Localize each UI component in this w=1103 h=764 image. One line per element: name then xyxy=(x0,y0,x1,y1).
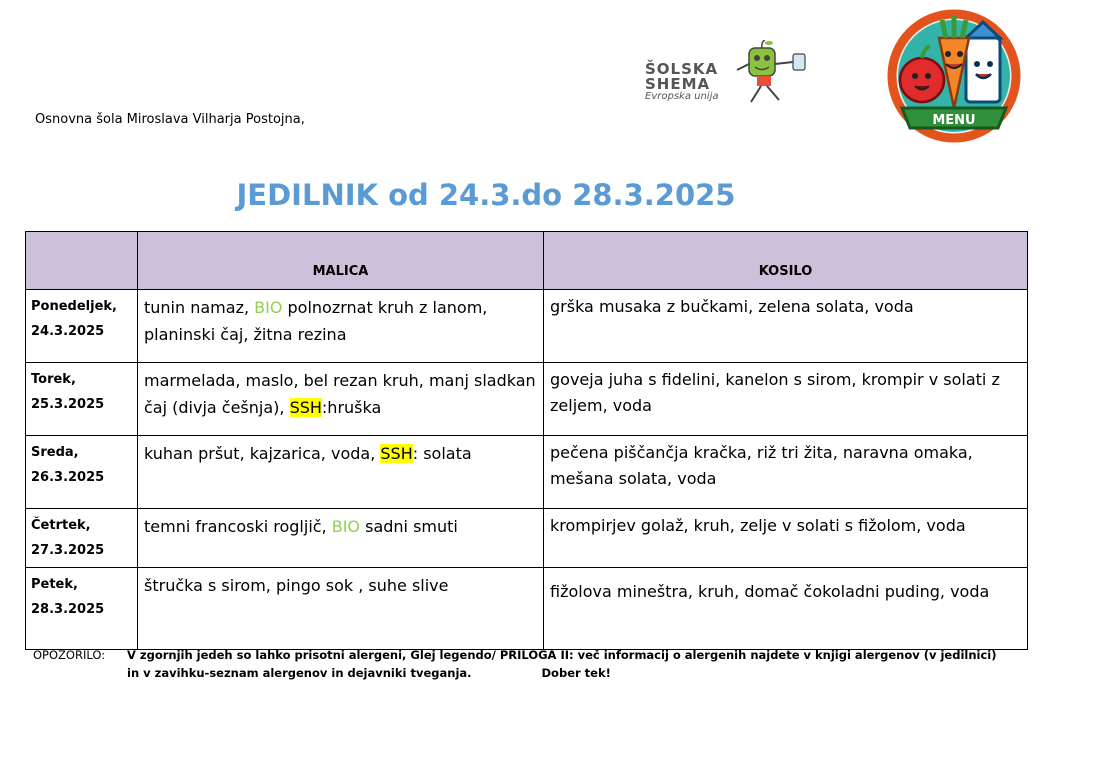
kosilo-cell: krompirjev golaž, kruh, zelje v solati s fižolom, voda xyxy=(544,509,1028,568)
menu-logo-label: MENU xyxy=(932,113,976,128)
day-cell xyxy=(26,509,138,568)
table-row xyxy=(26,568,1028,650)
menu-logo xyxy=(884,8,1024,153)
day-name: Petek, xyxy=(31,577,78,592)
kosilo-cell: grška musaka z bučkami, zelena solata, voda xyxy=(544,290,1028,363)
day-date: 25.3.2025 xyxy=(31,397,105,412)
logo-shema-line2: SHEMA xyxy=(645,75,711,93)
malica-cell: kuhan pršut, kajzarica, voda, SSH: solata xyxy=(138,436,544,509)
allergen-note xyxy=(33,646,996,682)
header-kosilo: KOSILO xyxy=(544,232,1028,290)
day-cell xyxy=(26,568,138,650)
apple-mascot-icon xyxy=(735,40,825,110)
malica-cell: marmelada, maslo, bel rezan kruh, manj sladkan čaj (divja češnja), SSH:hruška xyxy=(138,363,544,436)
day-name: Sreda, xyxy=(31,445,79,460)
day-name: Torek, xyxy=(31,372,76,387)
solska-shema-logo xyxy=(640,40,825,118)
school-name: Osnovna šola Miroslava Vilharja Postojna, xyxy=(35,112,305,127)
kosilo-cell: fižolova mineštra, kruh, domač čokoladni puding, voda xyxy=(544,568,1028,650)
note-line2: in v zavihku-seznam alergenov in dejavniki tveganja. xyxy=(127,666,472,680)
kosilo-cell: pečena piščančja kračka, riž tri žita, naravna omaka, mešana solata, voda xyxy=(544,436,1028,509)
bio-label: BIO xyxy=(254,298,283,317)
day-name: Četrtek, xyxy=(31,518,91,533)
kosilo-cell: goveja juha s fidelini, kanelon s sirom, krompir v solati z zeljem, voda xyxy=(544,363,1028,436)
day-date: 28.3.2025 xyxy=(31,602,105,617)
day-cell xyxy=(26,363,138,436)
menu-table xyxy=(25,231,1028,650)
table-row xyxy=(26,509,1028,568)
malica-cell: tunin namaz, BIO polnozrnat kruh z lanom, planinski čaj, žitna rezina xyxy=(138,290,544,363)
table-row xyxy=(26,290,1028,363)
page-title: JEDILNIK od 24.3.do 28.3.2025 xyxy=(236,178,736,212)
malica-cell: temni francoski rogljič, BIO sadni smuti xyxy=(138,509,544,568)
food-characters-icon xyxy=(884,8,1024,153)
header-malica: MALICA xyxy=(138,232,544,290)
note-label: OPOZORILO: xyxy=(33,648,106,662)
table-row xyxy=(26,436,1028,509)
logo-shema-line1: ŠOLSKA xyxy=(645,60,719,78)
ssh-label: SSH xyxy=(380,444,413,463)
logo-shema-line3: Evropska unija xyxy=(645,91,719,102)
day-name: Ponedeljek, xyxy=(31,299,117,314)
table-row xyxy=(26,363,1028,436)
day-cell xyxy=(26,290,138,363)
table-header-row xyxy=(26,232,1028,290)
day-date: 24.3.2025 xyxy=(31,324,105,339)
note-line1: V zgornjih jedeh so lahko prisotni alergeni, Glej legendo/ PRILOGA II: več informacij o alergenih najdete v knjigi alergenov (v jedilnici) xyxy=(127,648,997,662)
bio-label: BIO xyxy=(331,517,361,536)
ssh-label: SSH xyxy=(289,398,322,417)
note-closing: Dober tek! xyxy=(541,666,611,680)
malica-cell: štručka s sirom, pingo sok , suhe slive xyxy=(138,568,544,650)
header-day xyxy=(26,232,138,290)
day-date: 27.3.2025 xyxy=(31,543,105,558)
day-date: 26.3.2025 xyxy=(31,470,105,485)
day-cell xyxy=(26,436,138,509)
